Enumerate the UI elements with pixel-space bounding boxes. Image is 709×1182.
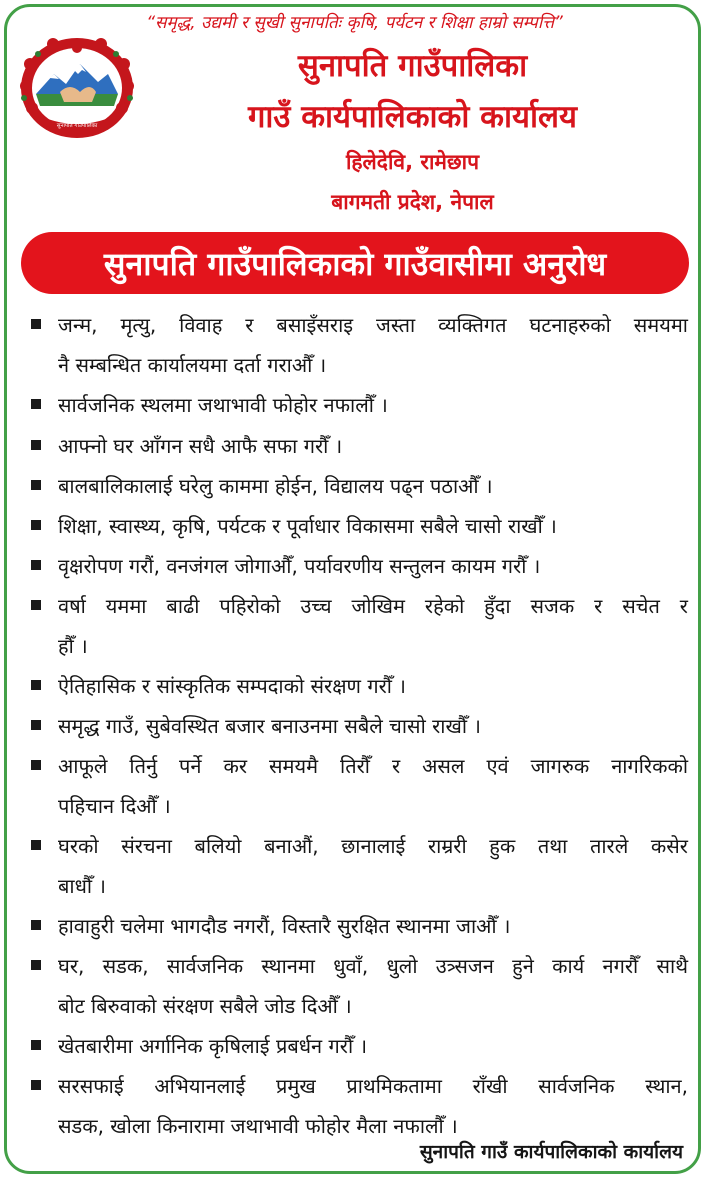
notice-item-line: समृद्ध गाउँ, सुबेवस्थित बजार बनाउनमा सबैले चासो राखौँ । <box>58 714 481 738</box>
notice-item-line: घरको संरचना बलियो बनाऔं, छानालाई राम्ररी हुक तथा तारले कसेर <box>58 834 688 858</box>
notice-item-text <box>58 946 688 1026</box>
notice-item-text <box>58 826 688 906</box>
bullet-icon <box>31 440 41 450</box>
notice-item-line: बाधौँ । <box>58 874 107 898</box>
office-address-line2: बागमती प्रदेश, नेपाल <box>331 190 494 214</box>
bullet-icon <box>31 720 41 730</box>
bullet-icon <box>31 520 41 530</box>
office-title-line1: सुनापति गाउँपालिका <box>297 48 528 84</box>
notice-item-line: नै सम्बन्धित कार्यालयमा दर्ता गराऔँ । <box>58 353 327 377</box>
notice-item-line: बालबालिकालाई घरेलु काममा होईन, विद्यालय पढ्न पठाऔँ । <box>58 474 493 498</box>
bullet-icon <box>31 840 41 850</box>
bullet-icon <box>31 480 41 490</box>
notice-item-text <box>58 305 688 385</box>
notice-item-text <box>58 906 688 946</box>
notice-item-line: खेतबारीमा अर्गानिक कृषिलाई प्रबर्धन गरौँ । <box>58 1034 368 1058</box>
bullet-icon <box>31 600 41 610</box>
notice-item-line: शिक्षा, स्वास्थ्य, कृषि, पर्यटक र पूर्वाधार विकासमा सबैले चासो राखौँ । <box>58 514 557 538</box>
notice-item-text <box>58 466 688 506</box>
notice-item-line: ऐतिहासिक र सांस्कृतिक सम्पदाको संरक्षण गरौँ । <box>58 674 406 698</box>
notice-item-line: घर, सडक, सार्वजनिक स्थानमा धुवाँ, धुलो उत्र्सजन हुने कार्य नगरौँ साथै <box>58 954 688 978</box>
bullet-icon <box>31 960 41 970</box>
bullet-icon <box>31 1080 41 1090</box>
bullet-icon <box>31 560 41 570</box>
office-title-line2: गाउँ कार्यपालिकाको कार्यालय <box>247 99 578 135</box>
notice-item-line: आफूले तिर्नु पर्ने कर समयमै तिरौँ र असल एवं जागरुक नागरिकको <box>58 754 688 778</box>
notice-item-line: हावाहुरी चलेमा भागदौड नगरौं, विस्तारै सुरक्षित स्थानमा जाऔँ । <box>58 914 511 938</box>
notice-item-line: आफ्नो घर आँगन सधै आफै सफा गरौँ । <box>58 434 343 458</box>
notice-item-line: वृक्षरोपण गरौं, वनजंगल जोगाऔँ, पर्यावरणीय सन्तुलन कायम गरौँ । <box>58 554 541 578</box>
notice-item-line: हौँ । <box>58 634 88 658</box>
bullet-icon <box>31 920 41 930</box>
bullet-icon <box>31 680 41 690</box>
bullet-icon <box>31 399 41 409</box>
notice-item-text <box>58 746 688 826</box>
notice-item-text <box>58 426 688 466</box>
notice-item-line: सार्वजनिक स्थलमा जथाभावी फोहोर नफालौँ । <box>58 393 388 417</box>
bullet-icon <box>31 1040 41 1050</box>
notice-item-line: जन्म, मृत्यु, विवाह र बसाइँसराइ जस्ता व्यक्तिगत घटनाहरुको समयमा <box>58 313 688 337</box>
emblem-caption: सुनापति गाउँपालिका <box>56 123 98 129</box>
notice-item-text <box>58 385 688 425</box>
notice-item-text <box>58 666 688 706</box>
office-address-line1: हिलेदेवि, रामेछाप <box>345 150 480 174</box>
notice-item-line: पहिचान दिऔँ । <box>58 794 171 818</box>
bullet-icon <box>31 760 41 770</box>
bullet-icon <box>31 319 41 329</box>
notice-item-line: सरसफाई अभियानलाई प्रमुख प्राथमिकतामा राँखी सार्वजनिक स्थान, <box>58 1074 688 1098</box>
notice-item-text <box>58 706 688 746</box>
banner-title: सुनापति गाउँपालिकाको गाउँवासीमा अनुरोध <box>103 244 607 283</box>
footer-signature: सुनापति गाउँ कार्यपालिकाको कार्यालय <box>419 1141 683 1163</box>
notice-item-line: वर्षा यममा बाढी पहिरोको उच्च जोखिम रहेको हुँदा सजक र सचेत र <box>58 594 688 618</box>
notice-item-text <box>58 1026 688 1066</box>
notice-item-line: सडक, खोला किनारामा जथाभावी फोहोर मैला नफालौँ । <box>58 1114 458 1138</box>
motto-text: “समृद्ध, उद्यमी र सुखी सुनापतिः कृषि, पर्यटन र शिक्षा हाम्रो सम्पत्ति” <box>146 13 563 33</box>
notice-item-text <box>58 586 688 666</box>
notice-item-text <box>58 1066 688 1146</box>
notice-item-text <box>58 506 688 546</box>
notice-item-line: बोट बिरुवाको संरक्षण सबैले जोड दिऔँ । <box>58 994 352 1018</box>
notice-item-text <box>58 546 688 586</box>
